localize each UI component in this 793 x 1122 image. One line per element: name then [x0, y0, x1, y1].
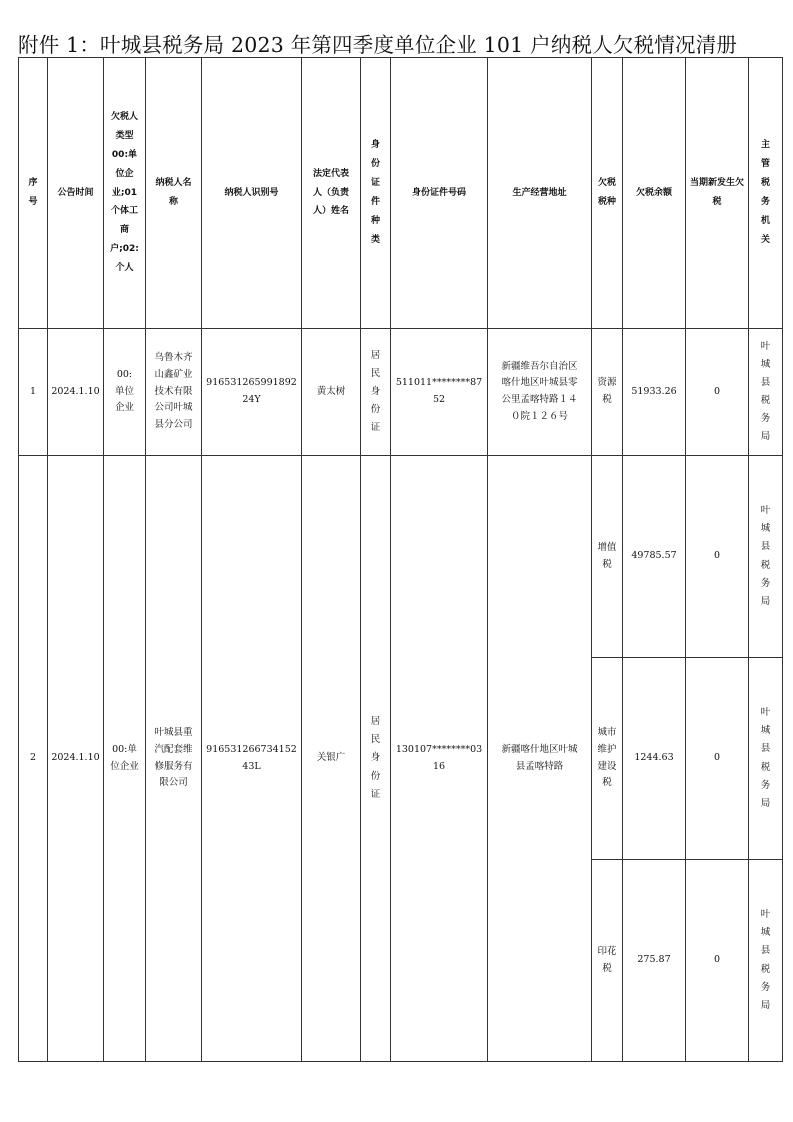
header-address: 生产经营地址	[488, 58, 592, 329]
cell-tax-kind: 印花税	[592, 860, 623, 1062]
cell-type: 00:单位企业	[104, 456, 146, 1062]
cell-idtype: 居民身份证	[361, 456, 391, 1062]
cell-seq: 2	[19, 456, 48, 1062]
header-id-type: 身份证件种类	[361, 58, 391, 329]
table-row	[19, 329, 783, 456]
cell-date: 2024.1.10	[48, 329, 104, 456]
cell-tax-office: 叶城县税务局	[749, 860, 783, 1062]
header-id-number: 身份证件号码	[391, 58, 488, 329]
cell-new-debt: 0	[686, 860, 749, 1062]
table-header-row	[19, 58, 783, 329]
header-balance: 欠税余额	[623, 58, 686, 329]
cell-idnum: 511011********8752	[391, 329, 488, 456]
header-taxpayer-id: 纳税人识别号	[202, 58, 302, 329]
cell-seq: 1	[19, 329, 48, 456]
header-date: 公告时间	[48, 58, 104, 329]
cell-balance: 51933.26	[623, 329, 686, 456]
cell-rep: 关银广	[302, 456, 361, 1062]
cell-balance: 275.87	[623, 860, 686, 1062]
cell-balance: 1244.63	[623, 658, 686, 860]
cell-taxid: 91653126599189224Y	[202, 329, 302, 456]
cell-name: 乌鲁木齐山鑫矿业技术有限公司叶城县分公司	[146, 329, 202, 456]
cell-idnum: 130107********0316	[391, 456, 488, 1062]
cell-tax-office: 叶城县税务局	[749, 456, 783, 658]
cell-address: 新疆维吾尔自治区喀什地区叶城县零公里孟喀特路１４０院１２６号	[488, 329, 592, 456]
cell-new-debt: 0	[686, 329, 749, 456]
table-row	[19, 456, 783, 658]
header-new-debt: 当期新发生欠税	[686, 58, 749, 329]
header-tax-office: 主管税务机关	[749, 58, 783, 329]
header-seq: 序号	[19, 58, 48, 329]
header-taxpayer-name: 纳税人名称	[146, 58, 202, 329]
cell-date: 2024.1.10	[48, 456, 104, 1062]
cell-type: 00:单位企业	[104, 329, 146, 456]
cell-tax-kind: 城市维护建设税	[592, 658, 623, 860]
cell-name: 叶城县重汽配套维修服务有限公司	[146, 456, 202, 1062]
cell-new-debt: 0	[686, 456, 749, 658]
document-title: 附件 1：叶城县税务局 2023 年第四季度单位企业 101 户纳税人欠税情况清册	[18, 33, 738, 57]
cell-balance: 49785.57	[623, 456, 686, 658]
header-legal-rep: 法定代表人（负责人）姓名	[302, 58, 361, 329]
cell-tax-office: 叶城县税务局	[749, 658, 783, 860]
cell-taxid: 91653126673415243L	[202, 456, 302, 1062]
cell-tax-kind: 增值税	[592, 456, 623, 658]
arrears-register-table	[18, 57, 783, 1062]
header-taxpayer-type: 欠税人类型00:单位企业;01个体工商户;02:个人	[104, 58, 146, 329]
header-tax-kind: 欠税税种	[592, 58, 623, 329]
cell-tax-kind: 资源税	[592, 329, 623, 456]
cell-new-debt: 0	[686, 658, 749, 860]
cell-address: 新疆喀什地区叶城县孟喀特路	[488, 456, 592, 1062]
cell-idtype: 居民身份证	[361, 329, 391, 456]
cell-rep: 黄太树	[302, 329, 361, 456]
cell-tax-office: 叶城县税务局	[749, 329, 783, 456]
